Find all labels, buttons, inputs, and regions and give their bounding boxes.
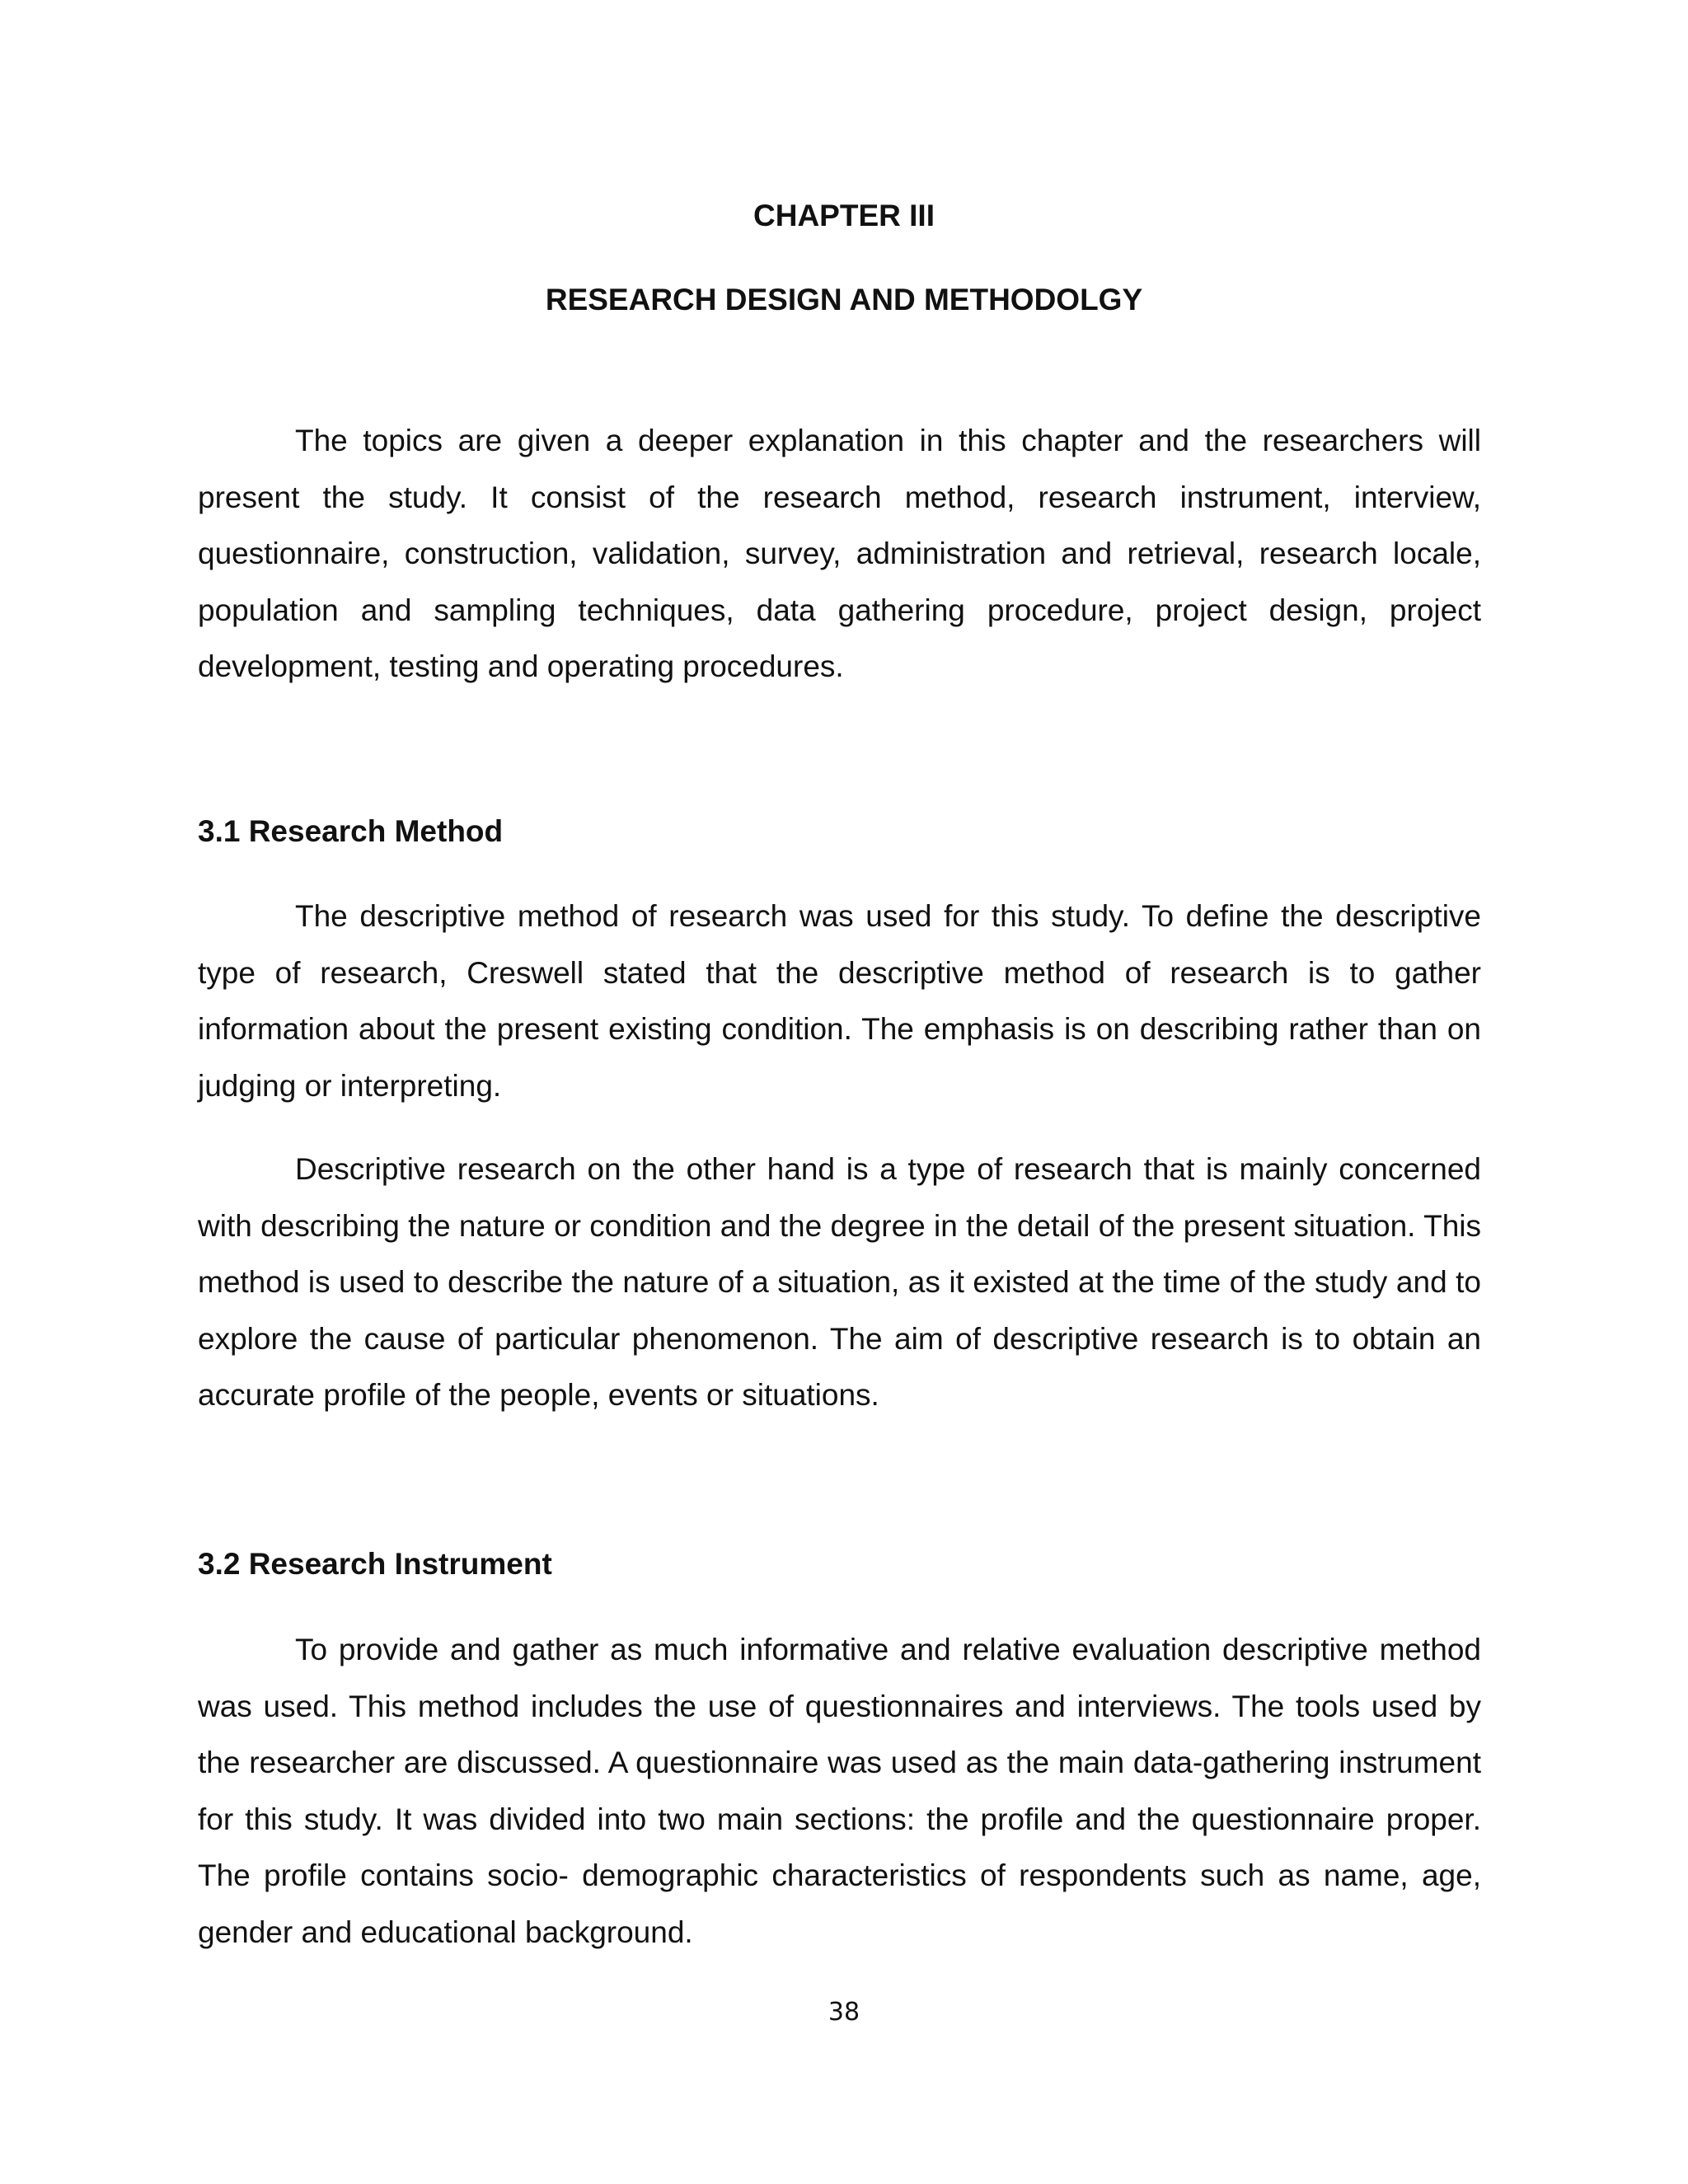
section-heading-research-method: 3.1 Research Method <box>198 814 504 848</box>
section-heading-research-instrument: 3.2 Research Instrument <box>198 1547 552 1581</box>
research-method-block <box>198 888 1481 1424</box>
page-number: 38 <box>828 1998 860 2027</box>
research-instrument-block <box>198 1622 1481 1961</box>
chapter-title: RESEARCH DESIGN AND METHODOLGY <box>545 283 1143 316</box>
research-method-paragraph-2: Descriptive research on the other hand is a type of research that is mainly concerned with describing the nature or condition and the degree in the detail of the present situation. This method is used to describe the nature of a situation, as it existed at the time of the study and to explore the cause of particular phenomenon. The aim of descriptive research is to obtain an accurate profile of the people, events or situations. <box>198 1152 1481 1412</box>
intro-block <box>198 413 1481 696</box>
research-instrument-paragraph-1: To provide and gather as much informative and relative evaluation descriptive method was used. This method includes the use of questionnaires and interviews. The tools used by the researcher are discussed. A questionnaire was used as the main data-gathering instrument for this study. It was divided into two main sections: the profile and the questionnaire proper. The profile contains socio- demographic characteristics of respondents such as name, age, gender and educational background. <box>198 1633 1481 1949</box>
intro-paragraph: The topics are given a deeper explanation in this chapter and the researchers will present the study. It consist of the research method, research instrument, interview, questionnaire, construction, validation, survey, administration and retrieval, research locale, population and sampling techniques, data gathering procedure, project design, project development, testing and operating procedures. <box>198 424 1481 683</box>
research-method-paragraph-1: The descriptive method of research was used for this study. To define the descriptive type of research, Creswell stated that the descriptive method of research is to gather information about the present existing condition. The emphasis is on describing rather than on judging or interpreting. <box>198 899 1481 1103</box>
chapter-number: CHAPTER III <box>753 199 935 232</box>
